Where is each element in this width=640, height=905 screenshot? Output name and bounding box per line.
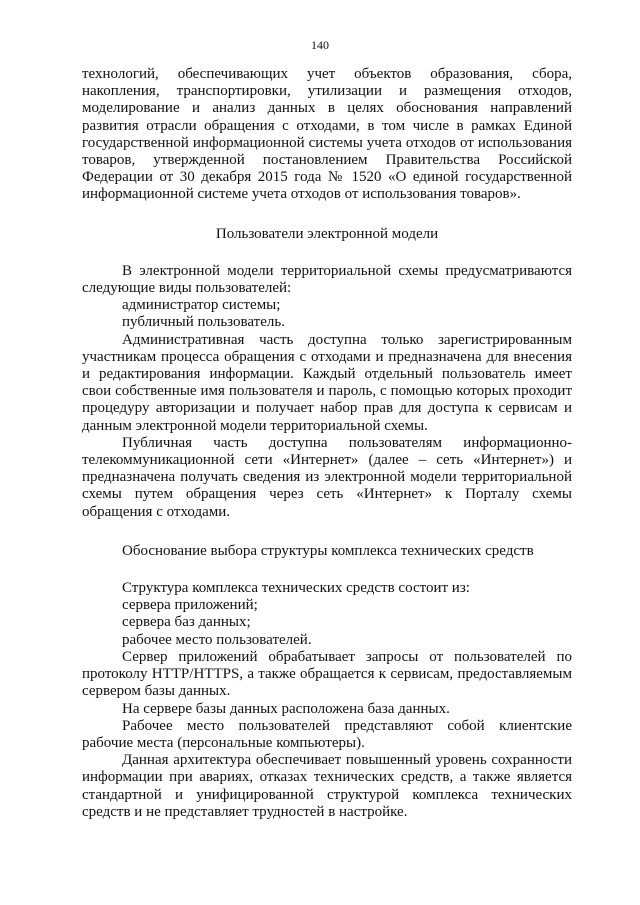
structure-intro-paragraph: Структура комплекса технических средств состоит из: xyxy=(122,580,470,597)
admin-part-paragraph: Административная часть доступна только зарегистрированным участникам процесса обращения с отходами и предназначена для внесения и редактирования информации. Каждый отдельный пользователь имеет свои собственные имя пользователя и пароль, с помощью которых проходит процедуру авторизации и получает набор прав для доступа к сервисам и данным электронной модели территориальной схемы. xyxy=(82,331,572,434)
section-heading-users: Пользователи электронной модели xyxy=(215,225,439,242)
intro-paragraph: технологий, обеспечивающих учет объектов образования, сбора, накопления, транспортировки, утилизации и размещения отходов, моделирование и анализ данных в целях обоснования направлений развития отрасли обращения с отходами, в том числе в рамках Единой государственной информационной системы учета отходов от использования товаров, утвержденной постановлением Правительства Российской Федерации от 30 декабря 2015 года № 1520 «О единой государственной информационной системе учета отходов от использования товаров». xyxy=(82,66,572,203)
list-item: сервера приложений; xyxy=(122,597,258,614)
structure-list xyxy=(82,597,572,649)
db-server-paragraph: На сервере базы данных расположена база данных. xyxy=(122,700,450,717)
list-item: рабочее место пользователей. xyxy=(122,631,312,648)
app-server-paragraph: Сервер приложений обрабатывает запросы от пользователей по протоколу HTTP/HTTPS, а также обращается к сервисам, предоставляемым сервером базы данных. xyxy=(82,648,572,700)
users-intro-paragraph: В электронной модели территориальной схемы предусматриваются следующие виды пользователей: xyxy=(82,262,572,297)
architecture-paragraph: Данная архитектура обеспечивает повышенный уровень сохранности информации при авариях, отказах технических средств, а также является стандартной и унифицированной структурой комплекса технических средств и не представляет трудностей в настройке. xyxy=(82,752,572,820)
list-item: публичный пользователь. xyxy=(122,314,285,331)
document-body xyxy=(82,66,572,821)
users-list xyxy=(82,297,572,331)
page-number: 140 xyxy=(311,38,329,52)
workstation-paragraph: Рабочее место пользователей представляют собой клиентские рабочие места (персональные компьютеры). xyxy=(82,717,572,751)
list-item: администратор системы; xyxy=(122,297,281,314)
public-part-paragraph: Публичная часть доступна пользователям информационно-телекоммуникационной сети «Интернет» (далее – сеть «Интернет») и предназначена получать сведения из электронной модели территориальной схемы путем обращения через сеть «Интернет» к Порталу схемы обращения с отходами. xyxy=(82,434,572,520)
list-item: сервера баз данных; xyxy=(122,614,251,631)
section-heading-structure: Обоснование выбора структуры комплекса технических средств xyxy=(122,542,534,559)
